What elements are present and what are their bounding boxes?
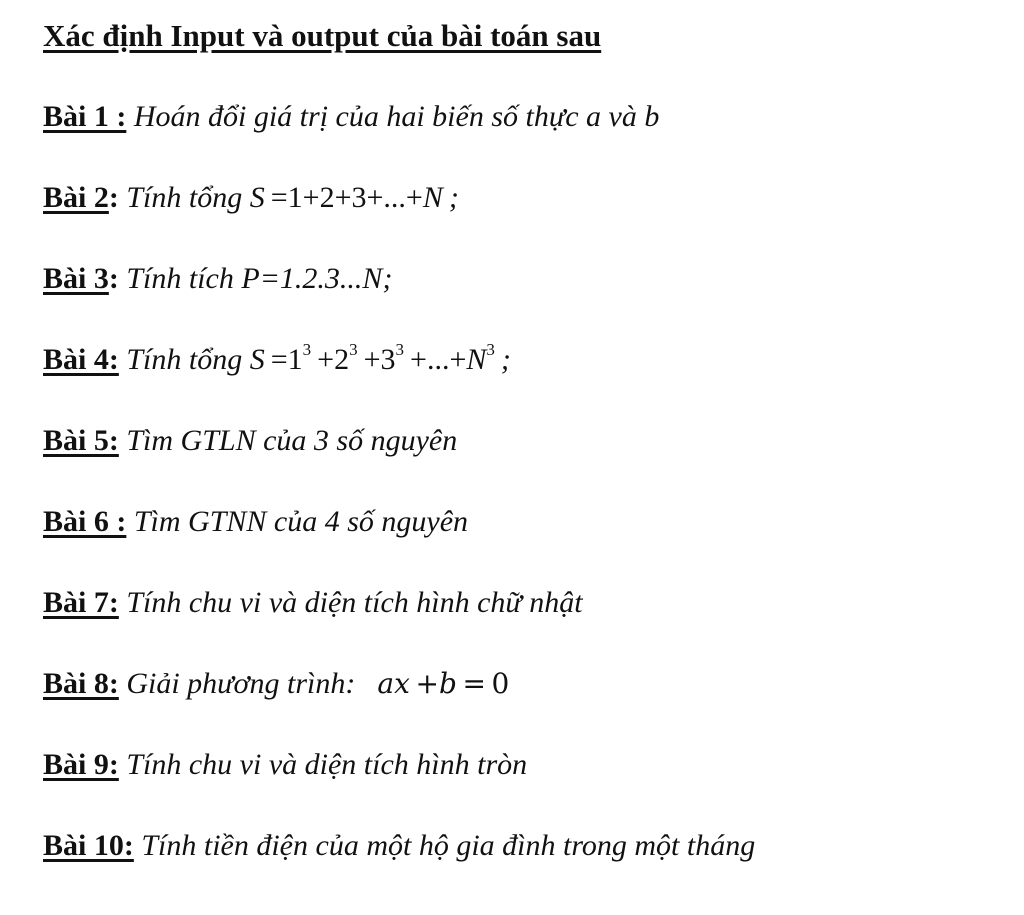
exercise-text: Tính chu vi và diện tích hình chữ nhật: [118, 586, 583, 619]
exercise-8: [43, 667, 509, 701]
exercise-label: Bài 5:: [43, 424, 119, 457]
exercise-10: [43, 829, 755, 863]
sum-formula: S =1+2+3+...+N ;: [249, 181, 459, 214]
exercise-text: Tính tích P=1.2.3...N;: [118, 262, 393, 295]
exercise-6: [43, 505, 468, 539]
exercise-text: Tính chu vi và diện tích hình tròn: [118, 748, 528, 781]
exercise-label: Bài 6 :: [43, 505, 127, 538]
exercise-3: Bài 3: Tính tích P=1.2.3...N;: [43, 262, 393, 295]
exercise-label: Bài 1 :: [43, 100, 127, 133]
exercise-label: Bài 8:: [43, 667, 119, 700]
exercise-5: [43, 424, 457, 458]
page-title: Xác định Input và output của bài toán sau: [43, 18, 602, 53]
exercise-1: [43, 100, 659, 134]
exercise-label: Bài 10:: [43, 829, 134, 862]
exercise-label: Bài 9:: [43, 748, 119, 781]
exercise-text: Tính tổng: [118, 181, 250, 214]
exercise-text: Tìm GTNN của 4 số nguyên: [126, 505, 469, 538]
exercise-label: Bài 3: [43, 262, 109, 295]
exercise-2: Bài 2: Tính tổng S =1+2+3+...+N ;: [43, 181, 459, 214]
exercise-text: Giải phương trình:: [118, 667, 356, 700]
exercise-4: [43, 340, 511, 377]
cube-sum-formula: $S =1^3 +2^3 +3^3 +...+N^3$ ;: [249, 340, 511, 376]
exercise-text: Tính tổng: [118, 343, 250, 376]
exercise-text: Tìm GTLN của 3 số nguyên: [118, 424, 458, 457]
exercise-9: [43, 748, 527, 782]
linear-equation: ax +b = 0: [377, 667, 510, 700]
exercise-text: Tính tiền điện của một hộ gia đình trong một tháng: [133, 829, 756, 862]
exercise-label: Bài 7:: [43, 586, 119, 619]
exercise-label: Bài 2: [43, 181, 109, 214]
exercise-label: Bài 4:: [43, 343, 119, 376]
exercise-text: Hoán đổi giá trị của hai biến số thực a và b: [126, 100, 660, 133]
exercise-7: [43, 586, 583, 620]
